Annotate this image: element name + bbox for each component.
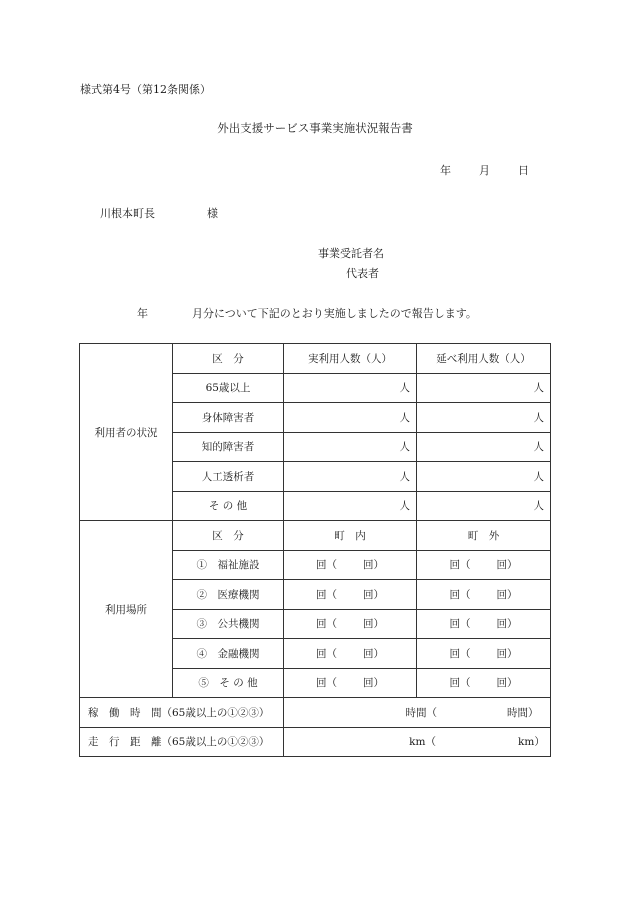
form-number: 様式第4号（第12条関係）	[80, 83, 211, 96]
recipient-line	[100, 205, 218, 221]
table-row	[80, 521, 551, 551]
actual-users-cell[interactable]: 人	[284, 432, 417, 462]
outside-town-cell[interactable]: 回（ 回）	[417, 639, 551, 669]
actual-users-cell[interactable]: 人	[284, 462, 417, 492]
recipient-honorific: 様	[207, 207, 218, 220]
report-year-label: 年	[137, 307, 148, 320]
column-header-category: 区 分	[173, 521, 284, 551]
column-header-outside-town: 町 外	[417, 521, 551, 551]
row-label: 65歳以上	[173, 373, 284, 403]
table-row	[80, 698, 551, 728]
row-label: ③ 公共機関	[173, 609, 284, 639]
usage-place-section-label: 利用場所	[80, 521, 173, 698]
report-sentence-text: 月分について下記のとおり実施しましたので報告します。	[192, 307, 477, 320]
distance-label: 走 行 距 離（65歳以上の①②③）	[80, 727, 284, 757]
inside-town-cell[interactable]: 回（ 回）	[284, 609, 417, 639]
column-header-inside-town: 町 内	[284, 521, 417, 551]
row-label: ④ 金融機関	[173, 639, 284, 669]
date-day-label: 日	[518, 164, 529, 177]
inside-town-cell[interactable]: 回（ 回）	[284, 668, 417, 698]
outside-town-cell[interactable]: 回（ 回）	[417, 609, 551, 639]
column-header-actual-users: 実利用人数（人）	[284, 344, 417, 374]
inside-town-cell[interactable]: 回（ 回）	[284, 639, 417, 669]
row-label: ② 医療機関	[173, 580, 284, 610]
date-line	[440, 162, 529, 178]
inside-town-cell[interactable]: 回（ 回）	[284, 580, 417, 610]
column-header-category: 区 分	[173, 344, 284, 374]
total-users-cell[interactable]: 人	[417, 403, 551, 433]
actual-users-cell[interactable]: 人	[284, 491, 417, 521]
distance-cell[interactable]: km（ km）	[284, 727, 551, 757]
row-label: そ の 他	[173, 491, 284, 521]
date-year-label: 年	[440, 164, 451, 177]
total-users-cell[interactable]: 人	[417, 462, 551, 492]
outside-town-cell[interactable]: 回（ 回）	[417, 580, 551, 610]
inside-town-cell[interactable]: 回（ 回）	[284, 550, 417, 580]
total-users-cell[interactable]: 人	[417, 373, 551, 403]
actual-users-cell[interactable]: 人	[284, 373, 417, 403]
total-users-cell[interactable]: 人	[417, 432, 551, 462]
report-table	[79, 343, 551, 757]
report-sentence	[137, 305, 477, 321]
representative-label: 代表者	[346, 267, 379, 280]
row-label: 身体障害者	[173, 403, 284, 433]
outside-town-cell[interactable]: 回（ 回）	[417, 550, 551, 580]
table-row	[80, 344, 551, 374]
total-users-cell[interactable]: 人	[417, 491, 551, 521]
date-month-label: 月	[479, 164, 490, 177]
row-label: 知的障害者	[173, 432, 284, 462]
recipient-name: 川根本町長	[100, 207, 155, 220]
table-row	[80, 727, 551, 757]
operation-time-label: 稼 働 時 間（65歳以上の①②③）	[80, 698, 284, 728]
column-header-total-users: 延べ利用人数（人）	[417, 344, 551, 374]
user-status-section-label: 利用者の状況	[80, 344, 173, 521]
document-title: 外出支援サービス事業実施状況報告書	[217, 121, 413, 135]
outside-town-cell[interactable]: 回（ 回）	[417, 668, 551, 698]
contractor-name-label: 事業受託者名	[318, 247, 384, 260]
row-label: ① 福祉施設	[173, 550, 284, 580]
operation-time-cell[interactable]: 時間（ 時間）	[284, 698, 551, 728]
row-label: ⑤ そ の 他	[173, 668, 284, 698]
row-label: 人工透析者	[173, 462, 284, 492]
actual-users-cell[interactable]: 人	[284, 403, 417, 433]
